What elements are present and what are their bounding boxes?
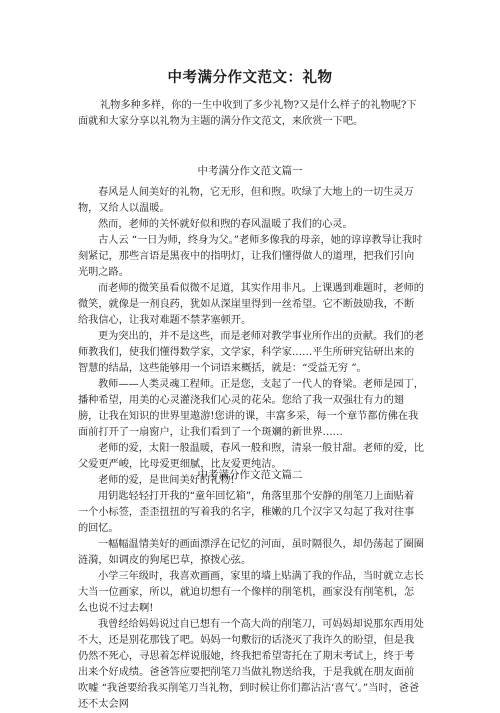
section2-paragraph: 用钥匙轻轻打开我的“童年回忆箱”，角落里那个安静的削笔刀上面贴着一个小标签，歪歪扭扭的写着我的名字，稚嫩的几个汉字又勾起了我对往事的回忆。 [78,491,415,534]
section1-paragraph: 老师的爱，太阳一般温暖，春风一般和煦，清泉一般甘甜。老师的爱，比父爱更严峻，比母爱更细腻，比友爱更纯洁。 [78,443,424,470]
section1-paragraph: 古人云 “一日为师，终身为父。”老师多像我的母亲，她的谆谆教导让我时刻紧记，那些言语是黑夜中的指明灯，让我们懂得做人的道理，把我们引向光明之路。 [78,235,423,278]
section1-heading: 中考满分作文范文篇一 [197,165,303,177]
document-title: 中考满分作文范文：礼物 [167,69,333,86]
section1-paragraph: 老师的爱，是世间美好的礼物! [98,475,235,486]
section2-paragraph: 我曾经给妈妈说过自已想有一个高大尚的削笔刀，可妈妈却说那东西用处不大，还是别花那钱了吧。妈妈一句敷衍的话浇灭了我许久的盼望，但是我仍然不死心，寻思着怎样说服她，终我把希望寄托在了期末考试上，终于考出来个好成绩。爸爸答应要把削笔刀当做礼物送给我，于是我就在朋友面前吹嘘 “我爸要给我买削笔刀当礼物，到时候让你们都沾沾‘喜气’。”当时，爸爸还不太会网 [78,619,424,710]
section1-paragraph: 教师——人类灵魂工程师。正是您，支起了一代人的脊梁。老师是园丁，播种希望，用美的心灵灌浇我们心灵的花朵。您给了我一双强壮有力的翅膀，让我在知识的世界里遨游!您讲的课，丰富多采，每一个章节都仿佛在我面前打开了一扇窗户，让我们看到了一个斑斓的新世界…… [78,379,424,438]
section2-body [78,489,424,713]
section2-paragraph: 小学三年级时，我喜欢画画，家里的墙上贴满了我的作品，当时就立志长大当一位画家，所以，就迫切想有一个像样的削笔机，画家没有削笔机，怎么也说不过去啊! [78,571,424,614]
section1-body [78,185,424,489]
section1-paragraph: 春风是人间美好的礼物，它无形，但和煦。吹绿了大地上的一切生灵万物，又给人以温暖。 [78,187,414,214]
section1-paragraph: 而老师的微笑虽看似微不足道，其实作用非凡。上课遇到难题时，老师的微笑，就像是一剂良药，犹如从深崖里得到一丝希望。它不断鼓励我，不断给我信心，让我对难题不禁茅塞顿开。 [78,283,424,326]
section2-heading: 中考满分作文范文篇二 [197,469,303,481]
section1-paragraph: 然而，老师的关怀就好似和煦的春风温暖了我们的心灵。 [98,219,353,230]
section1-paragraph: 更为突出的，并不是这些，而是老师对教学事业所作出的贡献。我们的老师教我们，使我们懂得数学家，文学家，科学家……平生所研究钻研出来的智慧的结晶，这些能够用一个词语来概括，就是：“受益无穷 ”。 [78,331,424,374]
section2-paragraph: 一幅幅温情美好的画面漂浮在记忆的河面，虽时隔很久，却仍荡起了圈圈涟漪，如调皮的狗尾巴草，撩拨心弦。 [78,539,424,566]
intro-paragraph: 礼物多种多样，你的一生中收到了多少礼物?又是什么样子的礼物呢?下面就和大家分享以礼物为主题的满分作文范文，来欣赏一下吧。 [78,100,417,127]
